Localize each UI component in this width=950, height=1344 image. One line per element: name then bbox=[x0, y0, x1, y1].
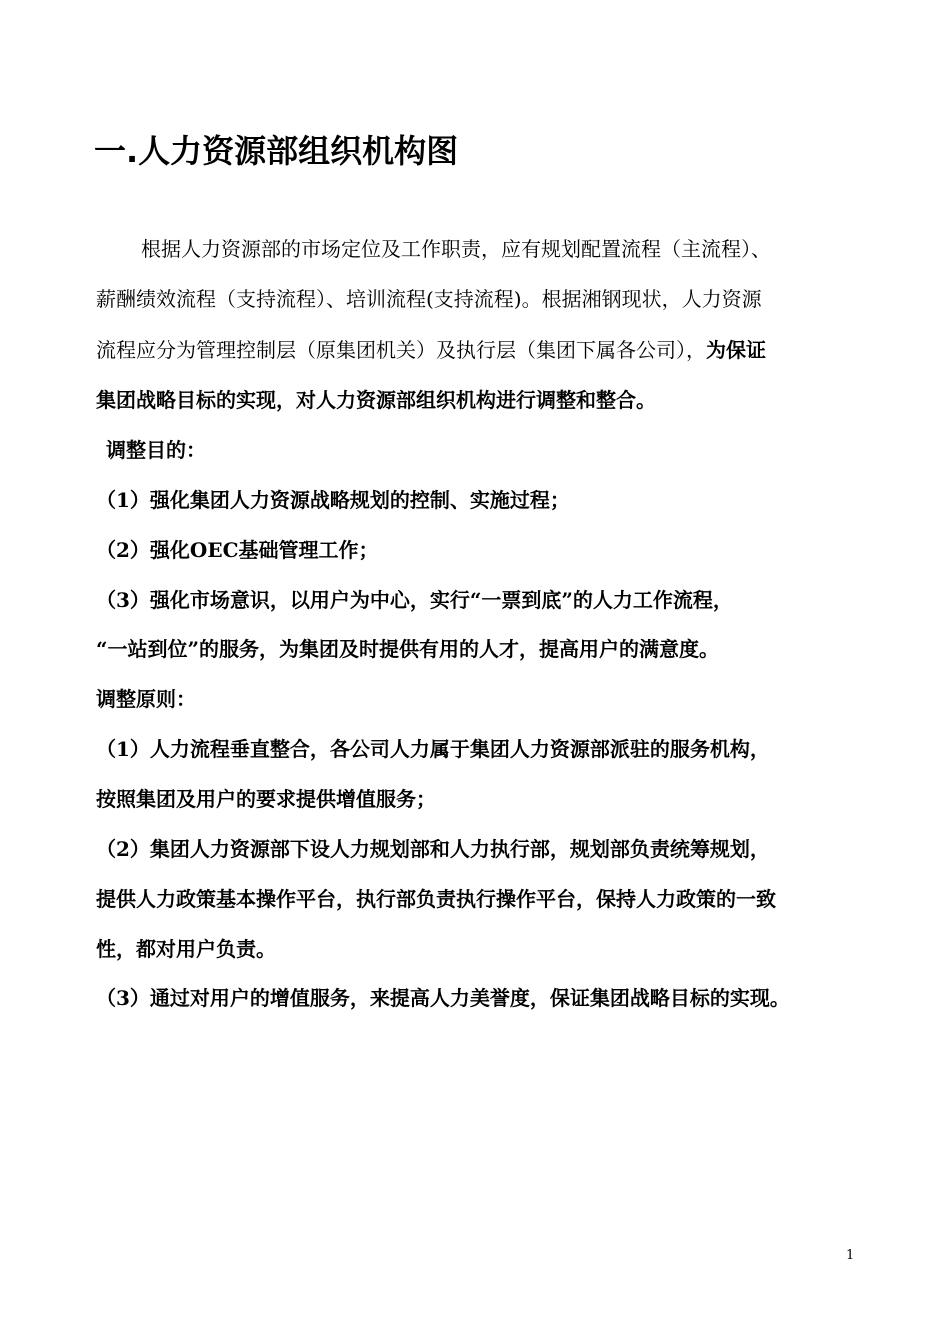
principles-item-1-line-2: 按照集团及用户的要求提供增值服务； bbox=[96, 787, 436, 811]
intro-line-3-bold-text: 为保证 bbox=[706, 338, 766, 362]
principles-heading: 调整原则： bbox=[96, 687, 196, 711]
purpose-item-1: （1）强化集团人力资源战略规划的控制、实施过程； bbox=[96, 488, 570, 512]
principles-item-3: （3）通过对用户的增值服务，来提高人力美誉度，保证集团战略目标的实现。 bbox=[96, 986, 790, 1010]
purpose-item-3-line-1: （3）强化市场意识，以用户为中心，实行“一票到底”的人力工作流程， bbox=[96, 588, 733, 612]
intro-line-3-text: 流程应分为管理控制层（原集团机关）及执行层（集团下属各公司）， bbox=[96, 338, 706, 362]
principles-item-1-line-1: （1）人力流程垂直整合，各公司人力属于集团人力资源部派驻的服务机构， bbox=[96, 737, 770, 761]
principles-item-2-line-2: 提供人力政策基本操作平台，执行部负责执行操作平台，保持人力政策的一致 bbox=[96, 887, 776, 911]
page-number: 1 bbox=[846, 1248, 855, 1263]
principles-item-2-line-3: 性，都对用户负责。 bbox=[96, 937, 276, 961]
intro-line-2: 薪酬绩效流程（支持流程）、培训流程(支持流程)。根据湘钢现状，人力资源 bbox=[96, 287, 762, 311]
page-title: 一.人力资源部组织机构图 bbox=[94, 132, 459, 170]
intro-line-4: 集团战略目标的实现，对人力资源部组织机构进行调整和整合。 bbox=[96, 388, 656, 412]
principles-item-2-line-1: （2）集团人力资源部下设人力规划部和人力执行部，规划部负责统筹规划， bbox=[96, 837, 770, 861]
intro-line-3 bbox=[96, 335, 766, 365]
intro-line-1: 根据人力资源部的市场定位及工作职责，应有规划配置流程（主流程）、 bbox=[141, 237, 771, 261]
purpose-item-3-line-2: “一站到位”的服务，为集团及时提供有用的人才，提高用户的满意度。 bbox=[96, 637, 720, 661]
purpose-heading: 调整目的： bbox=[106, 438, 206, 462]
purpose-item-2: （2）强化OEC基础管理工作； bbox=[96, 538, 379, 562]
